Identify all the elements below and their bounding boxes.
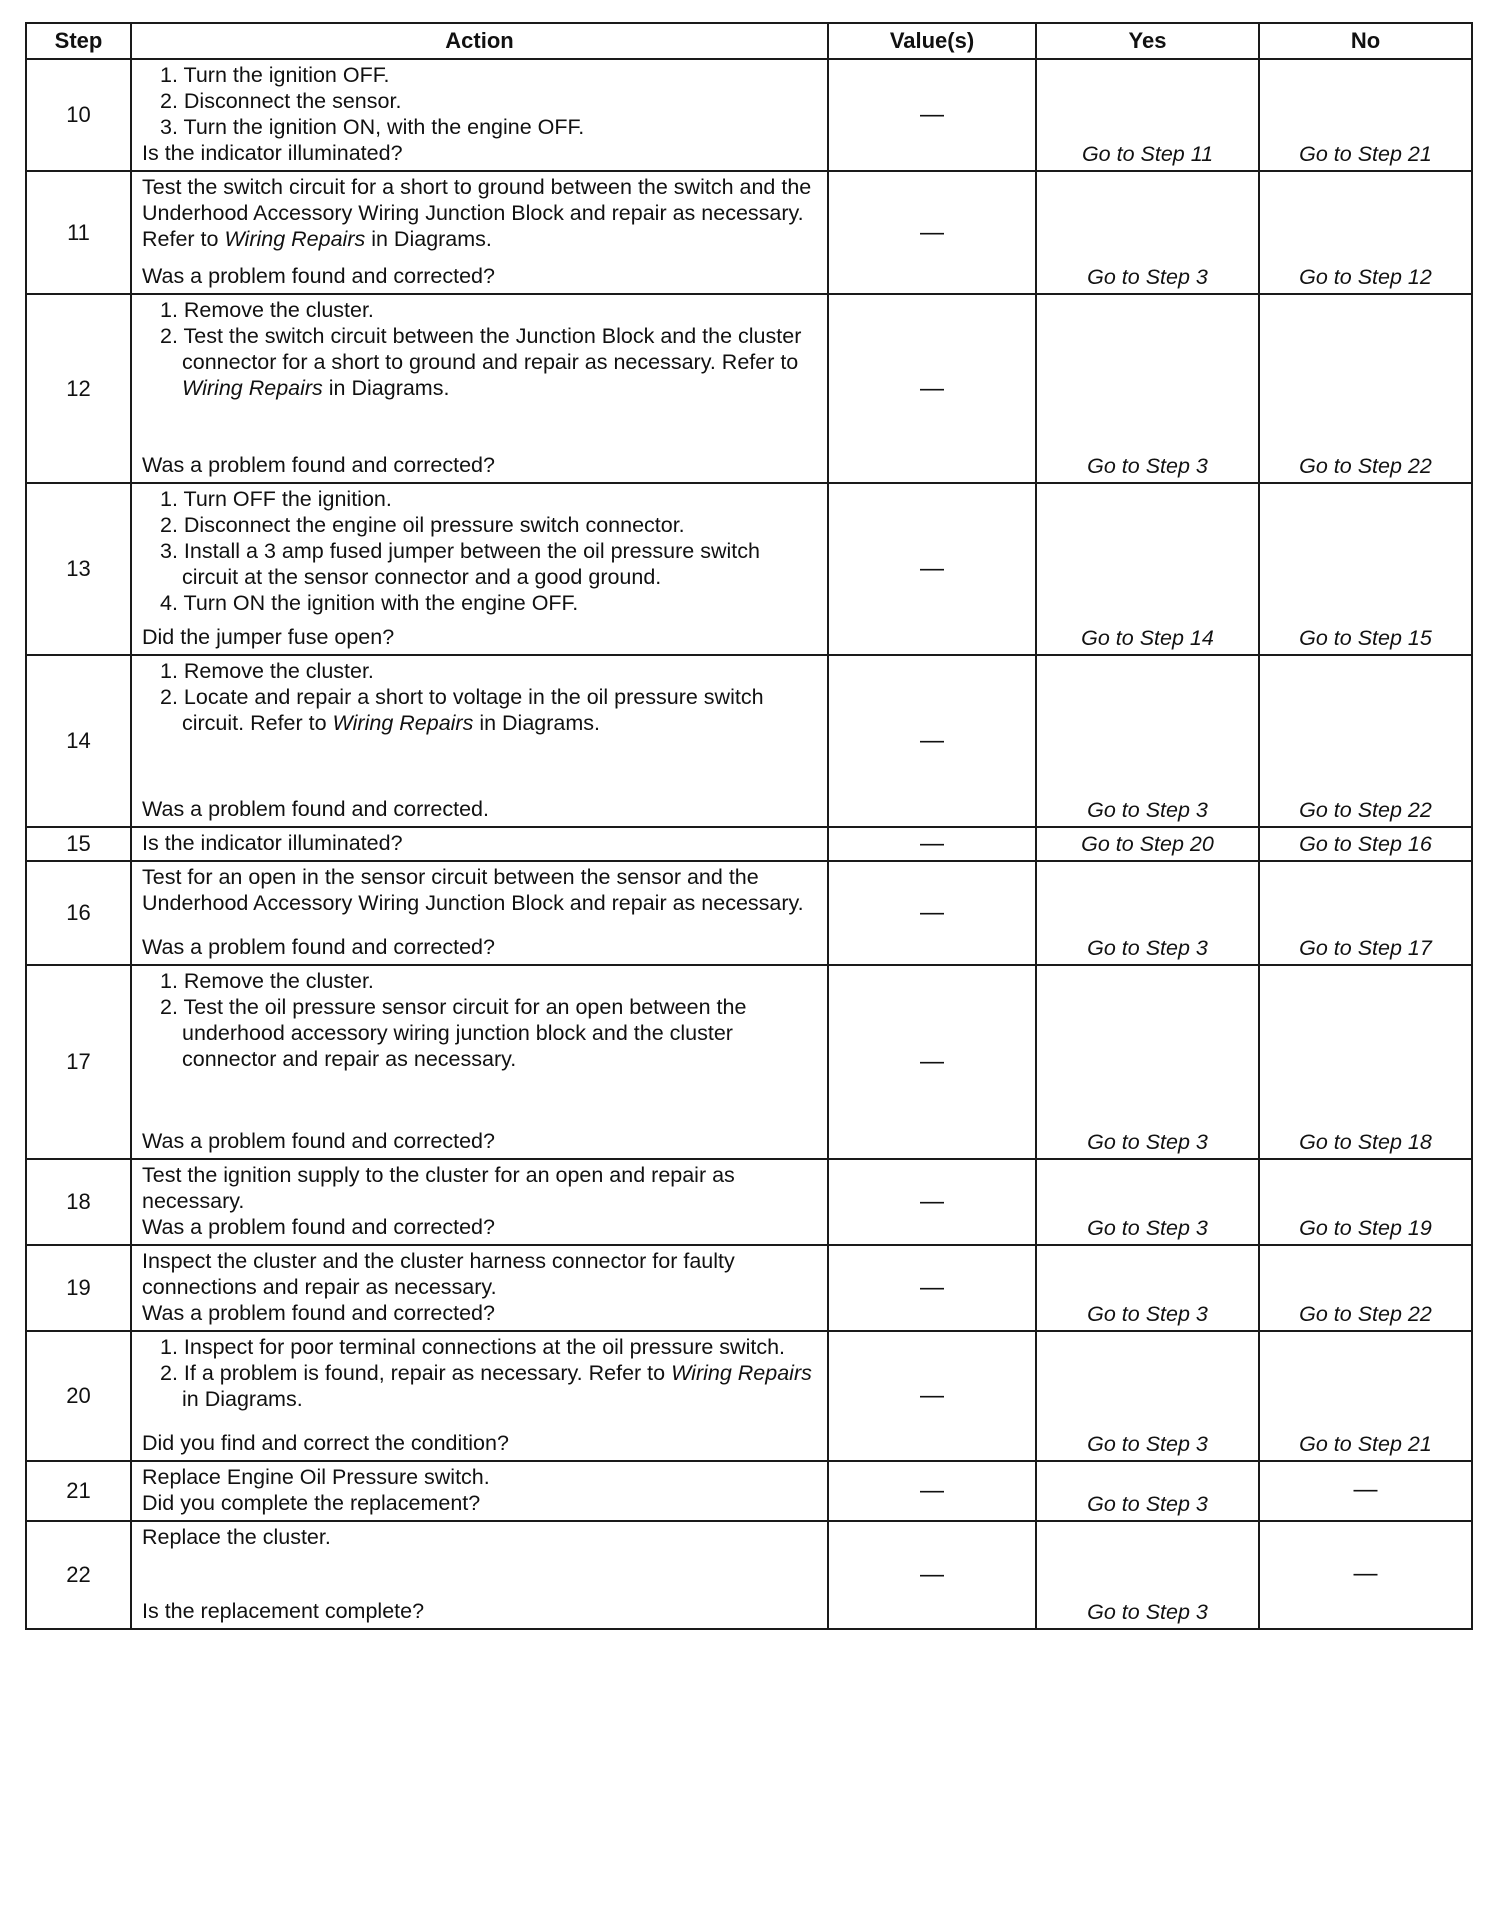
action-body-italic-ref: Wiring Repairs bbox=[224, 227, 366, 251]
instruction-text: 1. Remove the cluster. bbox=[160, 969, 374, 993]
action-body-text: Replace the cluster. bbox=[142, 1525, 331, 1549]
instruction-text: 2. Test the switch circuit between the Junction Block and the cluster connector for a short to ground and repair as necessary. Refer to bbox=[160, 324, 802, 374]
table-body bbox=[26, 59, 1472, 1629]
action-content bbox=[142, 1162, 817, 1240]
no-result: Go to Step 21 bbox=[1259, 1331, 1472, 1461]
action-cell bbox=[131, 827, 828, 861]
action-instructions bbox=[142, 1334, 817, 1412]
instruction-text: 2. Disconnect the engine oil pressure switch connector. bbox=[160, 513, 685, 537]
action-question: Is the replacement complete? bbox=[142, 1599, 425, 1623]
table-row bbox=[26, 965, 1472, 1159]
step-number: 21 bbox=[26, 1461, 131, 1521]
instruction-item bbox=[160, 323, 817, 401]
action-question: Did you find and correct the condition? bbox=[142, 1431, 509, 1455]
table-row bbox=[26, 1245, 1472, 1331]
no-result: Go to Step 15 bbox=[1259, 483, 1472, 655]
action-body-text: Test the switch circuit for a short to ground between the switch and the Underhood Accessory Wiring Junction Block and repair as necessary. Refer to bbox=[142, 175, 812, 251]
value-cell: — bbox=[828, 655, 1036, 827]
instruction-item bbox=[160, 684, 817, 736]
instruction-item bbox=[160, 62, 817, 88]
no-result: — bbox=[1259, 1461, 1472, 1521]
instruction-list bbox=[142, 486, 817, 616]
action-question: Was a problem found and corrected? bbox=[142, 935, 495, 959]
instruction-list bbox=[142, 968, 817, 1072]
instruction-item bbox=[160, 114, 817, 140]
instruction-list bbox=[142, 62, 817, 140]
action-instructions bbox=[142, 1524, 817, 1550]
instruction-list bbox=[142, 297, 817, 401]
action-content bbox=[142, 1464, 817, 1516]
no-result: Go to Step 22 bbox=[1259, 294, 1472, 483]
action-question: Was a problem found and corrected. bbox=[142, 797, 489, 821]
header-step: Step bbox=[26, 23, 131, 59]
header-row bbox=[26, 23, 1472, 59]
instruction-text: 3. Install a 3 amp fused jumper between the oil pressure switch circuit at the sensor connector and a good ground. bbox=[160, 539, 760, 589]
action-body-text: Test the ignition supply to the cluster for an open and repair as necessary. bbox=[142, 1163, 735, 1213]
instruction-list bbox=[142, 658, 817, 736]
table-row bbox=[26, 483, 1472, 655]
yes-result: Go to Step 3 bbox=[1036, 965, 1259, 1159]
instruction-text: in Diagrams. bbox=[322, 376, 450, 400]
step-number: 10 bbox=[26, 59, 131, 171]
action-question: Did the jumper fuse open? bbox=[142, 625, 395, 649]
no-result: Go to Step 17 bbox=[1259, 861, 1472, 965]
instruction-text: 1. Turn the ignition OFF. bbox=[160, 63, 390, 87]
instruction-item bbox=[160, 1334, 817, 1360]
no-result: Go to Step 19 bbox=[1259, 1159, 1472, 1245]
value-cell: — bbox=[828, 827, 1036, 861]
action-cell bbox=[131, 965, 828, 1159]
yes-result: Go to Step 14 bbox=[1036, 483, 1259, 655]
action-content bbox=[142, 486, 817, 650]
table-row bbox=[26, 1159, 1472, 1245]
action-content bbox=[142, 62, 817, 166]
instruction-item bbox=[160, 512, 817, 538]
action-instructions bbox=[142, 1248, 817, 1300]
no-result: Go to Step 22 bbox=[1259, 1245, 1472, 1331]
action-body bbox=[142, 1162, 817, 1214]
table-row bbox=[26, 59, 1472, 171]
action-cell bbox=[131, 1461, 828, 1521]
action-instructions bbox=[142, 62, 817, 140]
action-question: Did you complete the replacement? bbox=[142, 1491, 481, 1515]
action-instructions bbox=[142, 968, 817, 1072]
value-cell: — bbox=[828, 483, 1036, 655]
action-cell bbox=[131, 171, 828, 294]
instruction-text: 2. If a problem is found, repair as necessary. Refer to bbox=[160, 1361, 672, 1385]
table-row bbox=[26, 861, 1472, 965]
yes-result: Go to Step 3 bbox=[1036, 1245, 1259, 1331]
instruction-item bbox=[160, 590, 817, 616]
value-cell: — bbox=[828, 294, 1036, 483]
value-cell: — bbox=[828, 1159, 1036, 1245]
action-question: Was a problem found and corrected? bbox=[142, 1215, 495, 1239]
action-question: Is the indicator illuminated? bbox=[142, 831, 403, 855]
instruction-item bbox=[160, 486, 817, 512]
action-body bbox=[142, 1464, 817, 1490]
yes-result: Go to Step 3 bbox=[1036, 861, 1259, 965]
yes-result: Go to Step 3 bbox=[1036, 171, 1259, 294]
header-action: Action bbox=[131, 23, 828, 59]
value-cell: — bbox=[828, 965, 1036, 1159]
yes-result: Go to Step 3 bbox=[1036, 1159, 1259, 1245]
action-instructions bbox=[142, 1464, 817, 1490]
instruction-item bbox=[160, 994, 817, 1072]
header-yes: Yes bbox=[1036, 23, 1259, 59]
step-number: 15 bbox=[26, 827, 131, 861]
action-cell bbox=[131, 59, 828, 171]
action-content bbox=[142, 830, 817, 856]
no-result: Go to Step 16 bbox=[1259, 827, 1472, 861]
instruction-italic-ref: Wiring Repairs bbox=[671, 1361, 812, 1385]
step-number: 13 bbox=[26, 483, 131, 655]
instruction-text: 1. Inspect for poor terminal connections at the oil pressure switch. bbox=[160, 1335, 786, 1359]
action-instructions bbox=[142, 486, 817, 616]
table-row bbox=[26, 655, 1472, 827]
instruction-item bbox=[160, 297, 817, 323]
diagnostic-document bbox=[25, 22, 1471, 1630]
action-question: Was a problem found and corrected? bbox=[142, 1301, 495, 1325]
action-body bbox=[142, 1524, 817, 1550]
value-cell: — bbox=[828, 861, 1036, 965]
instruction-item bbox=[160, 968, 817, 994]
instruction-text: 2. Test the oil pressure sensor circuit for an open between the underhood accessory wiring junction block and the cluster connector and repair as necessary. bbox=[160, 995, 747, 1071]
action-cell bbox=[131, 483, 828, 655]
action-body-text: Inspect the cluster and the cluster harness connector for faulty connections and repair as necessary. bbox=[142, 1249, 735, 1299]
instruction-list bbox=[142, 1334, 817, 1412]
instruction-item bbox=[160, 1360, 817, 1412]
table-row bbox=[26, 1331, 1472, 1461]
action-question: Was a problem found and corrected? bbox=[142, 453, 495, 477]
table-row bbox=[26, 171, 1472, 294]
action-cell bbox=[131, 294, 828, 483]
action-question: Was a problem found and corrected? bbox=[142, 1129, 495, 1153]
step-number: 16 bbox=[26, 861, 131, 965]
instruction-item bbox=[160, 538, 817, 590]
instruction-italic-ref: Wiring Repairs bbox=[182, 376, 323, 400]
instruction-text: 1. Remove the cluster. bbox=[160, 659, 374, 683]
action-question: Was a problem found and corrected? bbox=[142, 264, 495, 288]
action-content bbox=[142, 968, 817, 1154]
header-values: Value(s) bbox=[828, 23, 1036, 59]
step-number: 11 bbox=[26, 171, 131, 294]
yes-result: Go to Step 3 bbox=[1036, 655, 1259, 827]
action-question: Is the indicator illuminated? bbox=[142, 141, 403, 165]
value-cell: — bbox=[828, 171, 1036, 294]
header-no: No bbox=[1259, 23, 1472, 59]
no-result: Go to Step 21 bbox=[1259, 59, 1472, 171]
action-content bbox=[142, 1524, 817, 1624]
yes-result: Go to Step 20 bbox=[1036, 827, 1259, 861]
action-cell bbox=[131, 1245, 828, 1331]
value-cell: — bbox=[828, 59, 1036, 171]
instruction-text: in Diagrams. bbox=[182, 1387, 303, 1411]
action-instructions bbox=[142, 1162, 817, 1214]
action-body bbox=[142, 864, 817, 916]
table-row bbox=[26, 294, 1472, 483]
action-instructions bbox=[142, 658, 817, 736]
action-instructions bbox=[142, 174, 817, 252]
action-content bbox=[142, 174, 817, 289]
value-cell: — bbox=[828, 1245, 1036, 1331]
value-cell: — bbox=[828, 1461, 1036, 1521]
action-instructions bbox=[142, 297, 817, 401]
action-content bbox=[142, 658, 817, 822]
instruction-text: in Diagrams. bbox=[473, 711, 600, 735]
step-number: 12 bbox=[26, 294, 131, 483]
no-result: Go to Step 12 bbox=[1259, 171, 1472, 294]
no-result: — bbox=[1259, 1521, 1472, 1629]
instruction-italic-ref: Wiring Repairs bbox=[332, 711, 474, 735]
action-cell bbox=[131, 655, 828, 827]
action-body-text: in Diagrams. bbox=[365, 227, 492, 251]
table-row bbox=[26, 1461, 1472, 1521]
action-cell bbox=[131, 1159, 828, 1245]
action-content bbox=[142, 1248, 817, 1326]
instruction-text: 3. Turn the ignition ON, with the engine OFF. bbox=[160, 115, 585, 139]
value-cell: — bbox=[828, 1521, 1036, 1629]
yes-result: Go to Step 3 bbox=[1036, 294, 1259, 483]
action-content bbox=[142, 1334, 817, 1456]
diagnostic-table bbox=[25, 22, 1473, 1630]
action-body bbox=[142, 174, 817, 252]
instruction-text: 1. Turn OFF the ignition. bbox=[160, 487, 392, 511]
action-body bbox=[142, 1248, 817, 1300]
instruction-text: 2. Locate and repair a short to voltage in the oil pressure switch circuit. Refer to bbox=[160, 685, 764, 735]
yes-result: Go to Step 3 bbox=[1036, 1461, 1259, 1521]
action-body-text: Test for an open in the sensor circuit between the sensor and the Underhood Accessory Wiring Junction Block and repair as necessary. bbox=[142, 865, 804, 915]
action-instructions bbox=[142, 864, 817, 916]
action-content bbox=[142, 297, 817, 478]
instruction-text: 2. Disconnect the sensor. bbox=[160, 89, 402, 113]
step-number: 14 bbox=[26, 655, 131, 827]
action-cell bbox=[131, 861, 828, 965]
step-number: 17 bbox=[26, 965, 131, 1159]
no-result: Go to Step 22 bbox=[1259, 655, 1472, 827]
table-row bbox=[26, 1521, 1472, 1629]
value-cell: — bbox=[828, 1331, 1036, 1461]
yes-result: Go to Step 11 bbox=[1036, 59, 1259, 171]
action-cell bbox=[131, 1521, 828, 1629]
table-row bbox=[26, 827, 1472, 861]
step-number: 19 bbox=[26, 1245, 131, 1331]
action-cell bbox=[131, 1331, 828, 1461]
no-result: Go to Step 18 bbox=[1259, 965, 1472, 1159]
step-number: 20 bbox=[26, 1331, 131, 1461]
action-body-text: Replace Engine Oil Pressure switch. bbox=[142, 1465, 490, 1489]
yes-result: Go to Step 3 bbox=[1036, 1331, 1259, 1461]
instruction-item bbox=[160, 658, 817, 684]
action-content bbox=[142, 864, 817, 960]
instruction-text: 4. Turn ON the ignition with the engine OFF. bbox=[160, 591, 579, 615]
step-number: 18 bbox=[26, 1159, 131, 1245]
step-number: 22 bbox=[26, 1521, 131, 1629]
instruction-item bbox=[160, 88, 817, 114]
instruction-text: 1. Remove the cluster. bbox=[160, 298, 374, 322]
yes-result: Go to Step 3 bbox=[1036, 1521, 1259, 1629]
